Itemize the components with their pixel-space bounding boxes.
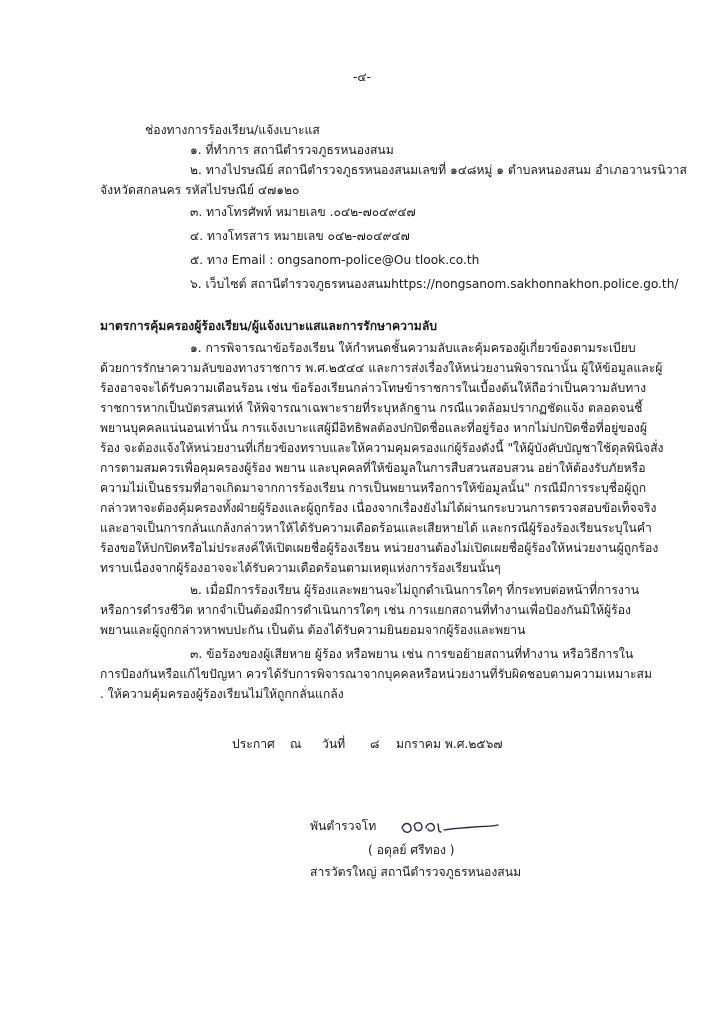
announcement-label: ประกาศ [232, 737, 275, 751]
protection-line: . ให้ความคุ้มครองผู้ร้องเรียนไม่ให้ถูกกลั่นแกล้ง [100, 687, 344, 701]
protection-heading: มาตรการคุ้มครองผู้ร้องเรียน/ผู้แจ้งเบาะแสและการรักษาความลับ [100, 319, 438, 333]
protection-line: ทราบเนื่องจากผู้ร้องอาจจะได้รับความเดือดร้อนตามเหตุแห่งการร้องเรียนนั้นๆ [100, 561, 501, 575]
channel-item: ๒. ทางไปรษณีย์ สถานีตำรวจภูธรหนองสนมเลขที่ ๑๔๘หมู่ ๑ ตำบลหนองสนม อำเภอวานรนิวาส [190, 163, 687, 177]
protection-line: กล่าวหาจะต้องคุ้มครองทั้งฝ่ายผู้ร้องและผู้ถูกร้อง เนื่องจากเรื่องยังไม่ได้ผ่านกระบวนการตรวจสอบข้อเท็จจริง [100, 501, 657, 515]
announcement-at: ณ [290, 737, 302, 751]
protection-line: ความไม่เป็นธรรมที่อาจเกิดมาจากการร้องเรียน การเป็นพยานหรือการให้ข้อมูลนั้น" กรณีมีการระบุชื่อผู้ถูก [100, 481, 647, 495]
protection-line: ร้องอาจจะได้รับความเดือนร้อน เช่น ข้อร้องเรียนกล่าวโทษข้าราชการในเบื้องต้นให้ถือว่าเป็นความลับทาง [100, 381, 647, 395]
signatory-name: ( อดุลย์ ศรีทอง ) [368, 843, 455, 857]
protection-line: หรือการดำรงชีวิต หากจำเป็นต้องมีการดำเนินการใดๆ เช่น การแยกสถานที่ทำงานเพื่อป้องกันมิให้ผู้ร้อง [100, 603, 631, 617]
protection-line: การป้องกันหรือแก้ไขปัญหา ควรได้รับการพิจารณาจากบุคคลหรือหน่วยงานที่รับผิดชอบตามความเหมาะสม [100, 667, 653, 681]
protection-line: ๒. เมื่อมีการร้องเรียน ผู้ร้องและพยานจะไม่ถูกดำเนินการใดๆ ที่กระทบต่อหน้าที่การงาน [190, 583, 640, 597]
signatory-position: สารวัตรใหญ่ สถานีตำรวจภูธรหนองสนม [310, 865, 522, 879]
protection-line: ๑. การพิจารณาข้อร้องเรียน ให้กำหนดชั้นความลับและคุ้มครองผู้เกี่ยวข้องตามระเบียบ [190, 341, 636, 355]
protection-line: และอาจเป็นการกลั่นแกล้งกล่าวหาให้ได้รับความเดือดร้อนและเสียหายได้ และกรณีผู้ร้องร้องเรียนระบุในคำ [100, 521, 652, 535]
channel-item: ๓. ทางโทรศัพท์ หมายเลข .๐๔๒-๗๐๔๙๔๗ [190, 205, 416, 219]
announcement-month-year: มกราคม พ.ศ.๒๕๖๗ [396, 737, 503, 751]
channels-heading: ช่องทางการร้องเรียน/แจ้งเบาะแส [145, 123, 320, 137]
announcement-day: ๘ [370, 737, 380, 751]
channel-item: ๖. เว็บไซต์ สถานีตำรวจภูธรหนองสนมhttps://nongsanom.sakhonnakhon.police.go.th/ [190, 277, 679, 291]
handwritten-signature [398, 816, 508, 838]
protection-line: ด้วยการรักษาความลับของทางราชการ พ.ศ.๒๕๔๔ และการส่งเรื่องให้หน่วยงานพิจารณานั้น ผู้ให้ข้อมูลและผู้ [100, 361, 663, 375]
protection-line: การตามสมควรเพื่อคุมครองผู้ร้อง พยาน และบุคคลที่ให้ข้อมูลในการสืบสวนสอบสวน อย่าให้ต้องรับภัยหรือ [100, 461, 646, 475]
protection-line: พยานบุคคลแน่นอนเท่านั้น การแจ้งเบาะแสผู้มีอิทธิพลต้องปกปิดชื่อและที่อยู่ร้อง หากไม่ปกปิดชื่อที่อยู่ของผู้ [100, 421, 647, 435]
channel-item: ๔. ทางโทรสาร หมายเลข ๐๔๒-๗๐๔๙๔๗ [190, 229, 410, 243]
announcement-day-label: วันที่ [322, 737, 346, 751]
channel-item: ๑. ที่ทำการ สถานีตำรวจภูธรหนองสนม [190, 143, 394, 157]
channel-item: ๕. ทาง Email : ongsanom-police@Ou tlook.co.th [190, 253, 480, 267]
page-number: -๔- [352, 70, 372, 84]
channel-item: จังหวัดสกลนคร รหัสไปรษณีย์ ๔๗๑๒๐ [100, 183, 300, 197]
protection-line: ร้องขอให้ปกปิดหรือไม่ประสงค์ให้เปิดเผยชื่อผู้ร้องเรียน หน่วยงานต้องไม่เปิดเผยชื่อผู้ร้องให้หน่วยงานผู้ถูกร้อง [100, 541, 659, 555]
protection-line: ร้อง จะต้องแจ้งให้หน่วยงานที่เกี่ยวข้องทราบและให้ความคุมครองแก่ผู้ร้องดังนี้ "ให้ผู้บังคับบัญชาใช้ดุลพินิจสั่ง [100, 441, 664, 455]
protection-line: ราชการหากเป็นบัตรสนเท่ห์ ให้พิจารณาเฉพาะรายที่ระบุหลักฐาน กรณีแวดล้อมปรากฏชัดแจ้ง ตลอดจนชี้ [100, 401, 643, 415]
signatory-rank: พันตำรวจโท [310, 819, 377, 833]
protection-line: พยานและผู้ถูกกล่าวหาพบปะกัน เป็นต้น ต้องได้รับความยินยอมจากผู้ร้องและพยาน [100, 623, 526, 637]
protection-line: ๓. ข้อร้องของผู้เสียหาย ผู้ร้อง หรือพยาน เช่น การขอย้ายสถานที่ทำงาน หรือวิธีการใน [190, 647, 634, 661]
